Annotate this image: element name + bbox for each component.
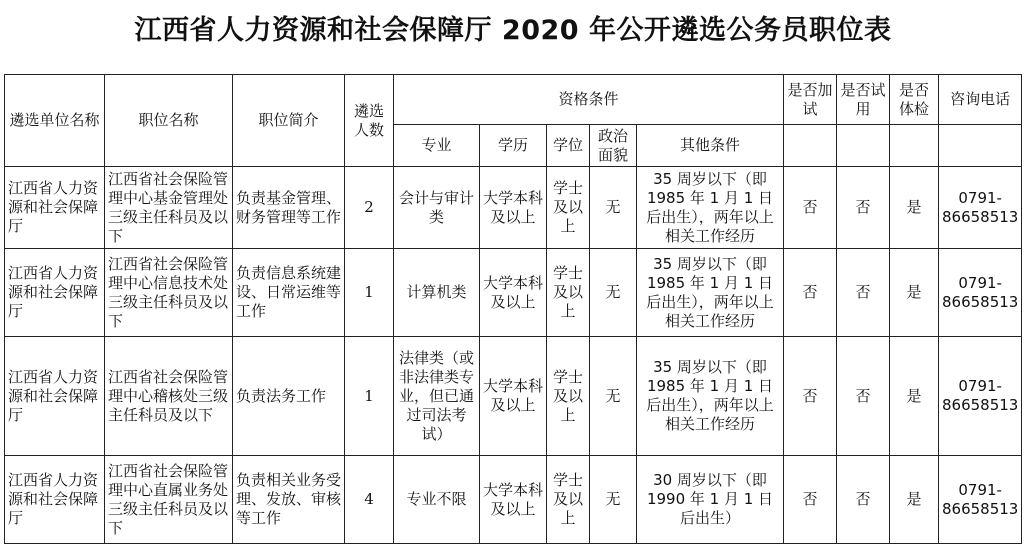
header-qualifications: 资格条件	[394, 75, 784, 125]
cell-count: 2	[345, 167, 394, 249]
cell-unit: 江西省人力资源和社会保障厅	[5, 456, 105, 544]
cell-count: 1	[345, 337, 394, 456]
cell-education: 大学本科及以上	[480, 456, 547, 544]
header-education: 学历	[480, 125, 547, 167]
table-row	[5, 456, 1022, 544]
cell-phone: 0791-86658513	[939, 456, 1022, 544]
header-unit: 遴选单位名称	[5, 75, 105, 167]
cell-position: 江西省社会保险管理中心直属业务处三级主任科员及以下	[105, 456, 233, 544]
header-count: 遴选人数	[345, 75, 394, 167]
cell-position: 江西省社会保险管理中心稽核处三级主任科员及以下	[105, 337, 233, 456]
cell-medical: 是	[890, 167, 939, 249]
header-political: 政治面貌	[590, 125, 637, 167]
cell-trial: 否	[837, 337, 890, 456]
cell-major: 专业不限	[394, 456, 480, 544]
cell-intro: 负责基金管理、财务管理等工作	[233, 167, 345, 249]
cell-education: 大学本科及以上	[480, 337, 547, 456]
header-row	[5, 75, 1022, 125]
cell-political: 无	[590, 456, 637, 544]
header-medical: 是否体检	[890, 75, 939, 125]
cell-phone: 0791-86658513	[939, 337, 1022, 456]
header-blank	[939, 125, 1022, 167]
cell-degree: 学士及以上	[547, 337, 590, 456]
table-row	[5, 337, 1022, 456]
header-other: 其他条件	[637, 125, 784, 167]
table-row	[5, 167, 1022, 249]
cell-intro: 负责相关业务受理、发放、审核等工作	[233, 456, 345, 544]
cell-medical: 是	[890, 249, 939, 337]
cell-test: 否	[784, 167, 837, 249]
cell-test: 否	[784, 249, 837, 337]
cell-medical: 是	[890, 337, 939, 456]
cell-political: 无	[590, 337, 637, 456]
cell-test: 否	[784, 337, 837, 456]
table-row	[5, 249, 1022, 337]
cell-position: 江西省社会保险管理中心基金管理处三级主任科员及以下	[105, 167, 233, 249]
cell-education: 大学本科及以上	[480, 167, 547, 249]
cell-position: 江西省社会保险管理中心信息技术处三级主任科员及以下	[105, 249, 233, 337]
cell-major: 会计与审计类	[394, 167, 480, 249]
cell-political: 无	[590, 249, 637, 337]
cell-other: 35 周岁以下（即 1985 年 1 月 1 日后出生），两年以上相关工作经历	[637, 337, 784, 456]
header-position: 职位名称	[105, 75, 233, 167]
position-table	[4, 74, 1022, 544]
header-phone: 咨询电话	[939, 75, 1022, 125]
cell-degree: 学士及以上	[547, 456, 590, 544]
cell-unit: 江西省人力资源和社会保障厅	[5, 337, 105, 456]
cell-trial: 否	[837, 167, 890, 249]
cell-intro: 负责法务工作	[233, 337, 345, 456]
cell-other: 35 周岁以下（即 1985 年 1 月 1 日后出生），两年以上相关工作经历	[637, 167, 784, 249]
cell-medical: 是	[890, 456, 939, 544]
cell-political: 无	[590, 167, 637, 249]
cell-other: 35 周岁以下（即 1985 年 1 月 1 日后出生），两年以上相关工作经历	[637, 249, 784, 337]
header-test: 是否加试	[784, 75, 837, 125]
header-major: 专业	[394, 125, 480, 167]
header-blank	[784, 125, 837, 167]
cell-education: 大学本科及以上	[480, 249, 547, 337]
cell-phone: 0791-86658513	[939, 167, 1022, 249]
cell-intro: 负责信息系统建设、日常运维等工作	[233, 249, 345, 337]
header-trial: 是否试用	[837, 75, 890, 125]
cell-degree: 学士及以上	[547, 249, 590, 337]
cell-other: 30 周岁以下（即 1990 年 1 月 1 日后出生）	[637, 456, 784, 544]
cell-phone: 0791-86658513	[939, 249, 1022, 337]
cell-major: 法律类（或非法律类专业，但已通过司法考试）	[394, 337, 480, 456]
header-degree: 学位	[547, 125, 590, 167]
cell-trial: 否	[837, 456, 890, 544]
cell-test: 否	[784, 456, 837, 544]
header-blank	[837, 125, 890, 167]
cell-count: 4	[345, 456, 394, 544]
cell-major: 计算机类	[394, 249, 480, 337]
cell-degree: 学士及以上	[547, 167, 590, 249]
header-blank	[890, 125, 939, 167]
cell-unit: 江西省人力资源和社会保障厅	[5, 167, 105, 249]
cell-trial: 否	[837, 249, 890, 337]
cell-unit: 江西省人力资源和社会保障厅	[5, 249, 105, 337]
header-intro: 职位简介	[233, 75, 345, 167]
page-title: 江西省人力资源和社会保障厅 2020 年公开遴选公务员职位表	[134, 15, 892, 46]
cell-count: 1	[345, 249, 394, 337]
